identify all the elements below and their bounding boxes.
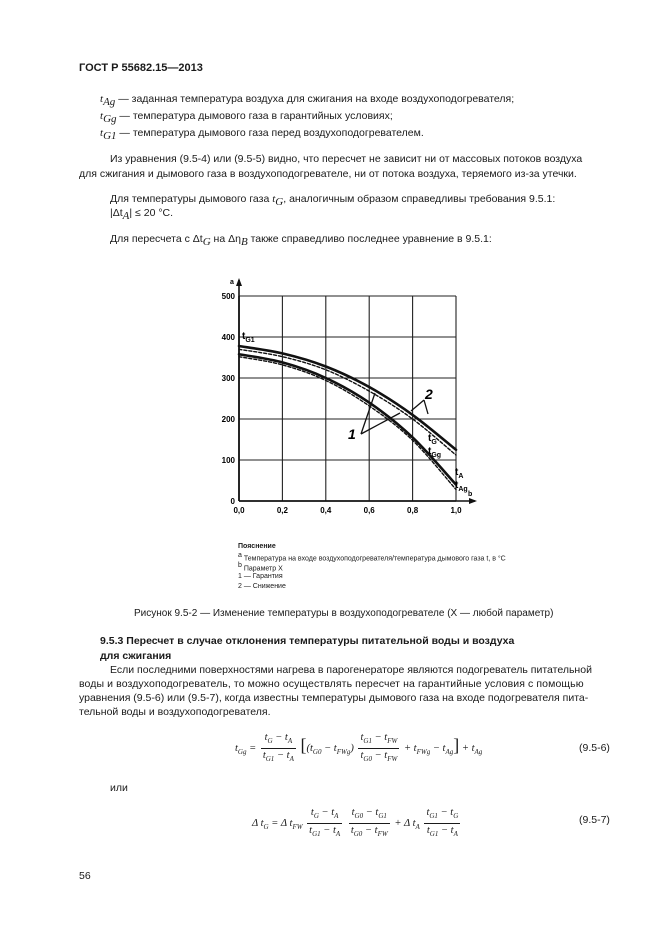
- definition-tG1: $t_{G1}$ — температура дымового газа перед воздухоподогревателем.: [100, 127, 424, 143]
- equation-9-5-6-number: (9.5-6): [579, 742, 610, 754]
- y-axis-arrow: [236, 278, 242, 286]
- y-tick-label: 500: [221, 292, 235, 301]
- legend-title: Пояснение: [238, 543, 276, 550]
- figure-caption: Рисунок 9.5-2 — Изменение температуры в воздухоподогревателе (X — любой параметр): [134, 608, 554, 619]
- section-body-line-4: тельной воды и воздухоподогревателя.: [79, 706, 271, 718]
- x-tick-label: 1,0: [450, 506, 462, 515]
- series-label-tGg: $t_{Gg}$: [428, 446, 442, 459]
- chart-series: [239, 346, 456, 490]
- temperature-chart: [200, 275, 500, 525]
- section-body-line-2: воды и воздухоподогреватель, то можно осуществлять пересчет на гарантийные условия с помощью: [79, 678, 584, 690]
- x-tick-label: 0,2: [276, 506, 288, 515]
- page-number: 56: [79, 870, 91, 882]
- legend-item-2: 2 — Снижение: [238, 583, 286, 590]
- paragraph-3: Для пересчета с $\Delta t_G$ на $\Delta\eta_B$ также справедливо последнее уравнение в 9.5.1:: [110, 233, 492, 249]
- section-title-line-2: для сжигания: [100, 650, 172, 662]
- definition-tGg: $t_{Gg}$ — температура дымового газа в гарантийных условиях;: [100, 110, 393, 126]
- series-label-tA: $t_A$: [455, 467, 464, 480]
- x-axis-letter: b: [468, 491, 473, 498]
- legend-item-a: $^a$ Температура на входе воздухоподогревателя/температура дымового газа t, в °C: [238, 552, 506, 563]
- x-tick-label: 0,6: [363, 506, 375, 515]
- series-label-tG1: $t_{G1}$: [242, 331, 255, 344]
- legend-item-1: 1 — Гарантия: [238, 573, 283, 580]
- equation-9-5-7-number: (9.5-7): [579, 814, 610, 826]
- series-label-tAg: $t_{Ag}$: [455, 480, 468, 493]
- section-body-line-1: Если последними поверхностями нагрева в парогенераторе являются подогреватель питательной: [110, 664, 592, 676]
- document-header: ГОСТ Р 55682.15—2013: [79, 62, 203, 74]
- equation-9-5-6: $t_{Gg}$ = $\frac{t_G - t_A}{t_{G1} - t_A}$ [$(t_{G0} - t_{FWg})$ $\frac{t_{G1} - t_{FW}}{t_{G0} - t_{FW}}$ + $t_{FWg} - t_{Ag}] + t_{Ag}$: [235, 732, 483, 764]
- x-tick-label: 0,8: [407, 506, 419, 515]
- y-tick-label: 200: [221, 415, 235, 424]
- annotation-2-leader-b: [424, 400, 428, 414]
- x-axis-arrow: [469, 498, 477, 504]
- x-tick-label: 0,4: [320, 506, 332, 515]
- annotation-1: 1: [348, 426, 356, 442]
- series-label-tG: $t_G$: [428, 433, 437, 446]
- paragraph-1-line-2: для сжигания и дымового газа в воздухоподогревателе, ни от потока воздуха, теряемого из-за утечки.: [79, 168, 577, 180]
- definition-tAg: $t_{Ag}$ — заданная температура воздуха для сжигания на входе воздухоподогревателя;: [100, 93, 515, 109]
- chart-annotations: [348, 386, 433, 442]
- legend-item-b: $^b$ Параметр X: [238, 562, 283, 573]
- chart-grid: [239, 296, 456, 501]
- paragraph-2-line-2: $|\Delta t_A| \le 20$ °C.: [110, 207, 174, 223]
- section-body-line-3: уравнения (9.5-6) или (9.5-7), когда известны температуры дымового газа на входе подогревателя пита-: [79, 692, 589, 704]
- equation-9-5-7: Δ $t_G = \Delta$ $t_{FW}$ $\frac{t_G - t_A}{t_{G1} - t_A}$ $\frac{t_{G0} - t_{G1}}{t_{G0} - t_{FW}}$ + Δ $t_A$ $\frac{t_{G1} - t_G}{t_{G1} - t_A}$: [252, 807, 459, 839]
- y-axis-letter: a: [230, 279, 234, 286]
- y-tick-label: 400: [221, 333, 235, 342]
- annotation-2: 2: [425, 386, 433, 402]
- paragraph-1-line-1: Из уравнения (9.5-4) или (9.5-5) видно, что пересчет не зависит ни от массовых потоков воздуха: [110, 153, 583, 165]
- chart-tick-labels: [222, 292, 462, 515]
- conjunction-ili: или: [110, 782, 128, 794]
- y-tick-label: 300: [221, 374, 235, 383]
- x-tick-label: 0,0: [233, 506, 245, 515]
- section-title-line-1: 9.5.3 Пересчет в случае отклонения температуры питательной воды и воздуха: [100, 635, 515, 647]
- y-tick-label: 100: [221, 456, 235, 465]
- y-tick-label: 0: [230, 497, 235, 506]
- paragraph-2-line-1: Для температуры дымового газа $t_G$, аналогичным образом справедливы требования 9.5.1:: [110, 193, 556, 209]
